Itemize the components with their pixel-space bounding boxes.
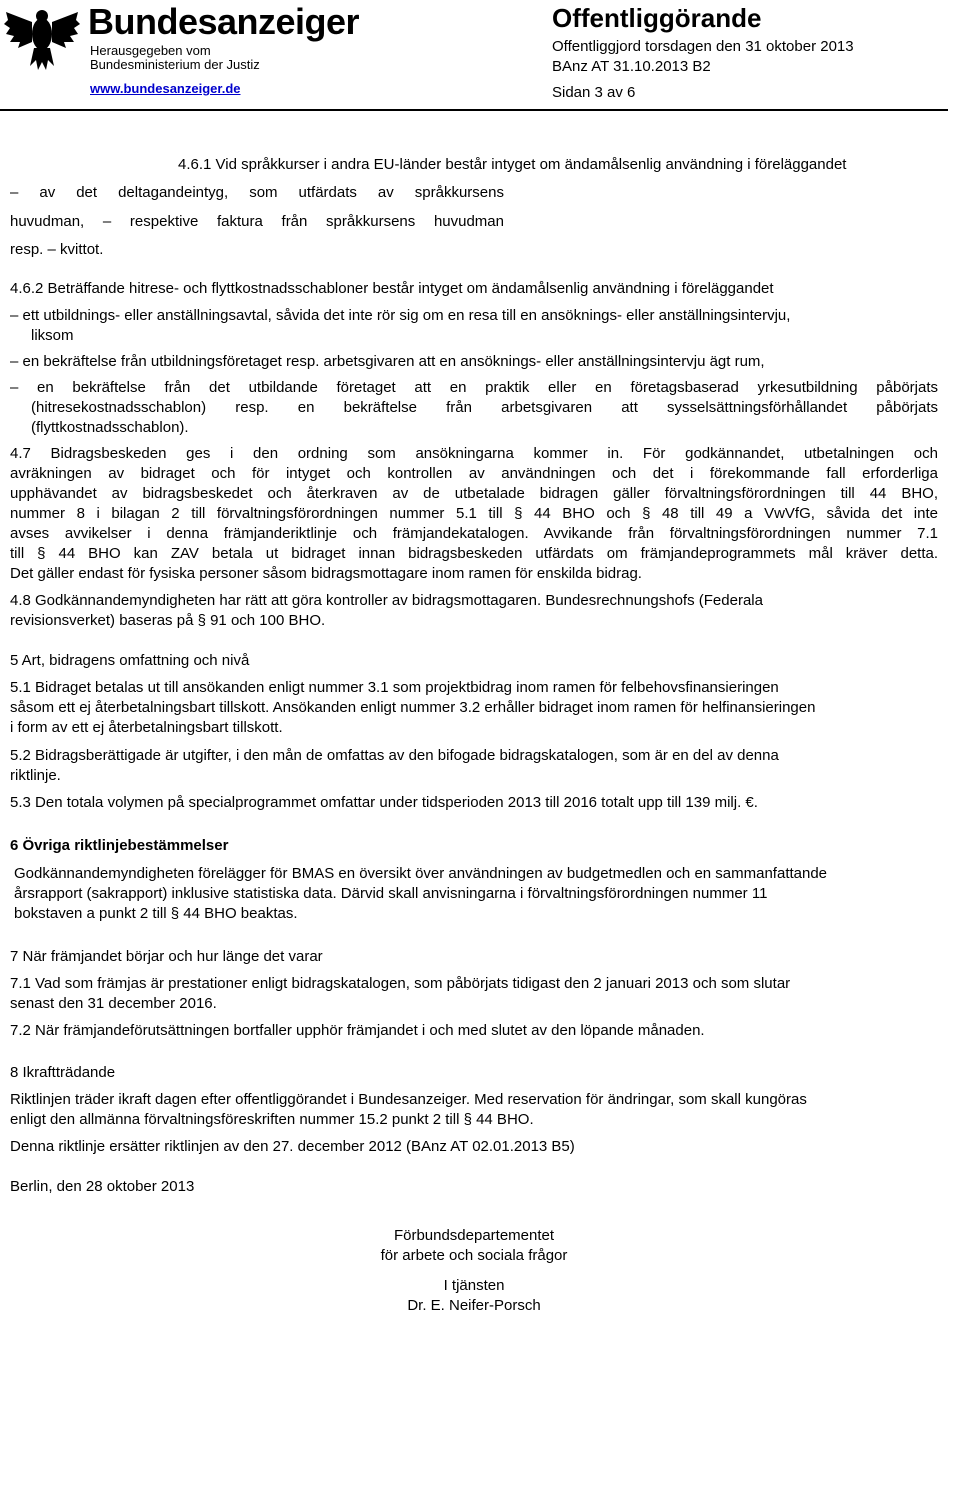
paragraph-4-6-2-line: – en bekräftelse från det utbildande företaget att en praktik eller en företagsbaserad yrkesutbildning påbörjats xyxy=(10,379,938,396)
paragraph-7-1-line: 7.1 Vad som främjas är prestationer enligt bidragskatalogen, som påbörjats tidigast den 2 januari 2013 och som slutar xyxy=(10,975,791,992)
paragraph-5-2-line: 5.2 Bidragsberättigade är utgifter, i den mån de omfattas av den bifogade bidragskatalogen, som är en del av denna xyxy=(10,747,779,764)
paragraph-5-1-line: 5.1 Bidraget betalas ut till ansökanden enligt nummer 3.1 som projektbidrag inom ramen för felbehovsfinansieringen xyxy=(10,679,779,696)
paragraph-5-1-line: i form av ett ej återbetalningsbart tillskott. xyxy=(10,719,283,736)
brand-subtitle xyxy=(90,44,260,72)
signature-name: Dr. E. Neifer-Porsch xyxy=(407,1297,541,1314)
paragraph-7-1-line: senast den 31 december 2016. xyxy=(10,995,217,1012)
paragraph-4-8-line: revisionsverket) baseras på § 91 och 100 BHO. xyxy=(10,612,326,629)
paragraph-4-7-line: avses avvikelser i denna främjanderiktlinje och främjandekatalogen. Avvikande från förvaltningsförordningen nummer 7.1 xyxy=(10,525,938,542)
paragraph-6-line: bokstaven a punkt 2 till § 44 BHO beaktas. xyxy=(14,905,298,922)
paragraph-4-6-2-line: (flyttkostnadsschablon). xyxy=(31,419,189,436)
paragraph-4-6-1-line: huvudman, – respektive faktura från språkkursens huvudman xyxy=(10,213,504,230)
header-divider xyxy=(0,109,948,111)
paragraph-4-6-1-line: 4.6.1 Vid språkkurser i andra EU-länder består intyget om ändamålsenlig användning i föreläggandet xyxy=(178,156,847,173)
paragraph-6-line: årsrapport (sakrapport) inklusive statistiska data. Därvid skall anvisningarna i förvaltningsförordningen nummer 11 xyxy=(14,885,768,902)
paragraph-4-7-line: upphävandet av bidragsbeskedet och återkraven av de utbetalade bidragen gäller förvaltningsförordningen till 44 BHO, xyxy=(10,485,938,502)
paragraph-8-line: Riktlinjen träder ikraft dagen efter offentliggörandet i Bundesanzeiger. Med reservation för ändringar, som skall kungöras xyxy=(10,1091,807,1108)
document-header xyxy=(0,0,960,112)
paragraph-4-7-line: till § 44 BHO kan ZAV betala ut bidraget innan bidragsbeskeden utfärdats om främjandeprogrammets mål kräver detta. xyxy=(10,545,938,562)
paragraph-8-line: enligt den allmänna förvaltningsföreskriften nummer 15.2 punkt 2 till § 44 BHO. xyxy=(10,1111,534,1128)
paragraph-5-1-line: såsom ett ej återbetalningsbart tillskott. Ansökanden enligt nummer 3.2 erhåller bidraget inom ramen för helfinansieringen xyxy=(10,699,816,716)
place-and-date: Berlin, den 28 oktober 2013 xyxy=(10,1178,195,1195)
paragraph-5-3-line: 5.3 Den totala volymen på specialprogrammet omfattar under tidsperioden 2013 till 2016 totalt upp till 139 milj. €. xyxy=(10,794,758,811)
signature-capacity: I tjänsten xyxy=(443,1277,505,1294)
signature-department-sub: för arbete och sociala frågor xyxy=(380,1247,568,1264)
publication-date: Offentliggjord torsdagen den 31 oktober 2013 xyxy=(552,38,854,55)
brand-name: Bundesanzeiger xyxy=(88,1,360,42)
publication-title: Offentliggörande xyxy=(552,3,762,33)
brand-subtitle-line-2: Bundesministerium der Justiz xyxy=(90,57,260,72)
paragraph-8-replacement-line: Denna riktlinje ersätter riktlinjen av den 27. december 2012 (BAnz AT 02.01.2013 B5) xyxy=(10,1138,575,1155)
paragraph-4-7-line: Det gäller endast för fysiska personer såsom bidragsmottagare inom ramen för enskilda bidrag. xyxy=(10,565,642,582)
paragraph-4-6-2-line: liksom xyxy=(31,327,74,344)
section-6-heading: 6 Övriga riktlinjebestämmelser xyxy=(10,837,229,854)
publication-ref: BAnz AT 31.10.2013 B2 xyxy=(552,58,711,75)
paragraph-4-8-line: 4.8 Godkännandemyndigheten har rätt att göra kontroller av bidragsmottagaren. Bundesrechnungshofs (Federala xyxy=(10,592,763,609)
paragraph-4-7-line: avräkningen av bidraget och för intyget och kontrollen av användningen och det i förekommande fall erforderliga xyxy=(10,465,938,482)
federal-eagle-icon xyxy=(4,4,80,74)
paragraph-4-7-line: nummer 8 i bilagan 2 till förvaltningsförordningen nummer 5.1 till § 44 BHO och § 48 till 49 a VwVfG, såvida det inte xyxy=(10,505,938,522)
paragraph-6-line: Godkännandemyndigheten förelägger för BMAS en översikt över användningen av budgetmedlen och en sammanfattande xyxy=(14,865,828,882)
paragraph-4-6-2-line: – en bekräftelse från utbildningsföretaget resp. arbetsgivaren att en ansöknings- eller anställningsintervju ägt rum, xyxy=(10,353,765,370)
paragraph-4-6-1-line: – av det deltagandeintyg, som utfärdats av språkkursens xyxy=(10,184,504,201)
section-8-heading: 8 Ikraftträdande xyxy=(10,1064,116,1081)
page-number: Sidan 3 av 6 xyxy=(552,84,636,101)
section-7-heading: 7 När främjandet börjar och hur länge det varar xyxy=(10,948,323,965)
paragraph-4-6-1-line: resp. – kvittot. xyxy=(10,241,104,258)
paragraph-7-2-line: 7.2 När främjandeförutsättningen bortfaller upphör främjandet i och med slutet av den löpande månaden. xyxy=(10,1022,705,1039)
brand-url-link[interactable]: www.bundesanzeiger.de xyxy=(90,81,241,96)
paragraph-4-6-2-line: (hitresekostnadsschablon) resp. en bekräftelse från arbetsgivaren att sysselsättningsförhållandet påbörjats xyxy=(31,399,938,416)
paragraph-4-6-2-line: 4.6.2 Beträffande hitrese- och flyttkostnadsschabloner består intyget om ändamålsenlig användning i föreläggandet xyxy=(10,280,774,297)
paragraph-4-7-line: 4.7 Bidragsbeskeden ges i den ordning som ansökningarna kommer in. För godkännandet, utbetalningen och xyxy=(10,445,938,462)
brand-subtitle-line-1: Herausgegeben vom xyxy=(90,43,211,58)
section-5-heading: 5 Art, bidragens omfattning och nivå xyxy=(10,652,250,669)
signature-department: Förbundsdepartementet xyxy=(393,1227,555,1244)
paragraph-4-6-2-line: – ett utbildnings- eller anställningsavtal, såvida det inte rör sig om en resa till en ansöknings- eller anställningsintervju, xyxy=(10,307,791,324)
paragraph-5-2-line: riktlinje. xyxy=(10,767,61,784)
